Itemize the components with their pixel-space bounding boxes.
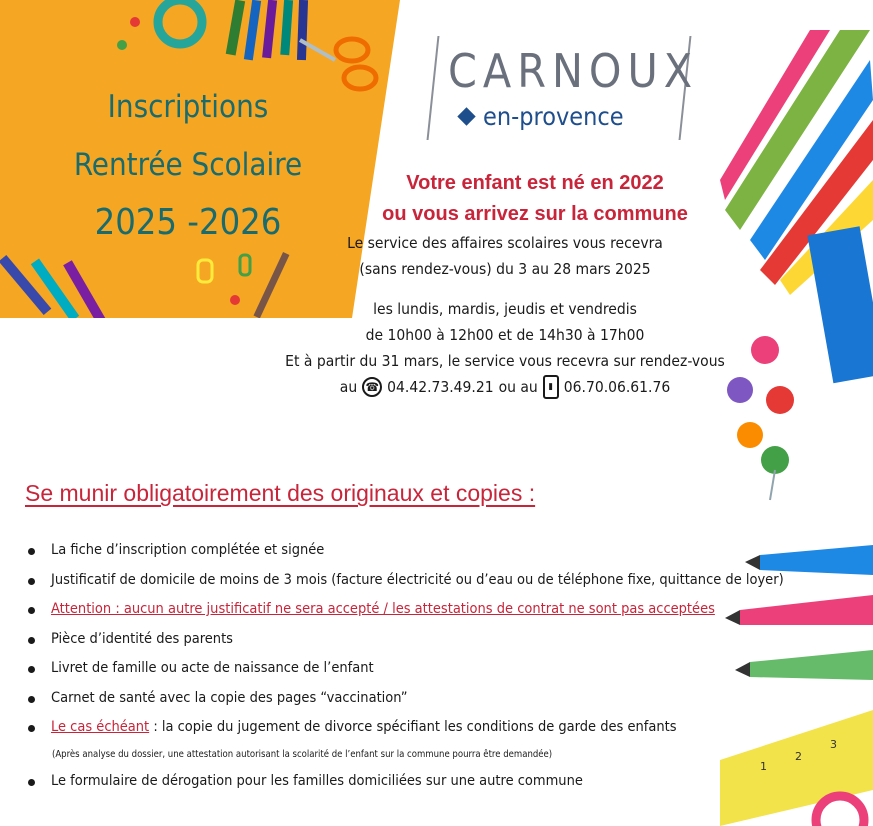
logo-subtitle-text: en-provence bbox=[483, 102, 624, 131]
mobile-number: 06.70.06.61.76 bbox=[563, 378, 671, 396]
svg-text:3: 3 bbox=[830, 738, 837, 751]
list-item: Justificatif de domicile de moins de 3 mois (facture électricité ou d’eau ou de téléphone fixe, quittance de loyer) bbox=[26, 572, 806, 602]
banner-title-line2: Rentrée Scolaire bbox=[73, 147, 303, 183]
list-item-warning: Attention : aucun autre justificatif ne sera accepté / les attestations de contrat ne sont pas acceptées bbox=[26, 601, 806, 631]
banner-title bbox=[38, 78, 338, 252]
list-item: Le cas échéant : la copie du jugement de divorce spécifiant les conditions de garde des enfants bbox=[26, 719, 806, 749]
documents-section-title: Se munir obligatoirement des originaux et copies : bbox=[25, 480, 536, 506]
mobile-phone-icon: ▮ bbox=[543, 375, 559, 399]
logo-name: CARNOUX bbox=[448, 44, 699, 98]
bullet-icon bbox=[28, 725, 35, 732]
conditional-label: Le cas échéant bbox=[51, 719, 150, 735]
bullet-icon bbox=[28, 607, 35, 614]
headline-line1: Votre enfant est né en 2022 bbox=[406, 172, 664, 194]
banner-title-year: 2025 -2026 bbox=[94, 202, 282, 243]
list-item: Pièce d’identité des parents bbox=[26, 631, 806, 661]
info-line2: (sans rendez-vous) du 3 au 28 mars 2025 bbox=[359, 260, 651, 278]
diamond-icon bbox=[457, 107, 475, 125]
info-line5: Et à partir du 31 mars, le service vous recevra sur rendez-vous bbox=[285, 352, 725, 370]
headline-line2: ou vous arrivez sur la commune bbox=[382, 203, 688, 225]
list-note: (Après analyse du dossier, une attestation autorisant la scolarité de l’enfant sur la commune pourra être demandée) bbox=[52, 748, 553, 760]
info-line4: de 10h00 à 12h00 et de 14h30 à 17h00 bbox=[365, 326, 645, 344]
logo-subtitle bbox=[460, 102, 624, 131]
list-item: Le formulaire de dérogation pour les familles domiciliées sur une autre commune bbox=[26, 773, 806, 803]
list-item: La fiche d’inscription complétée et signée bbox=[26, 542, 806, 572]
phone-number: 04.42.73.49.21 bbox=[387, 378, 494, 396]
svg-text:1: 1 bbox=[760, 760, 767, 773]
bullet-icon bbox=[28, 779, 35, 786]
info-line3: les lundis, mardis, jeudis et vendredis bbox=[373, 300, 637, 318]
bullet-icon bbox=[28, 696, 35, 703]
required-documents-list bbox=[26, 542, 806, 802]
svg-text:2: 2 bbox=[795, 750, 802, 763]
info-line1: Le service des affaires scolaires vous recevra bbox=[347, 234, 663, 252]
phone-prefix: au bbox=[339, 378, 358, 396]
list-item: Livret de famille ou acte de naissance de l’enfant bbox=[26, 660, 806, 690]
bullet-icon bbox=[28, 666, 35, 673]
banner-title-line1: Inscriptions bbox=[107, 89, 269, 125]
reception-info bbox=[270, 230, 740, 400]
town-logo bbox=[432, 36, 699, 144]
phone-separator: ou au bbox=[498, 378, 538, 396]
contact-line bbox=[270, 374, 740, 400]
telephone-icon: ☎ bbox=[362, 377, 382, 397]
bullet-icon bbox=[28, 548, 35, 555]
bullet-icon bbox=[28, 637, 35, 644]
headline bbox=[330, 168, 740, 230]
bullet-icon bbox=[28, 578, 35, 585]
list-item: Carnet de santé avec la copie des pages “vaccination” bbox=[26, 690, 806, 720]
